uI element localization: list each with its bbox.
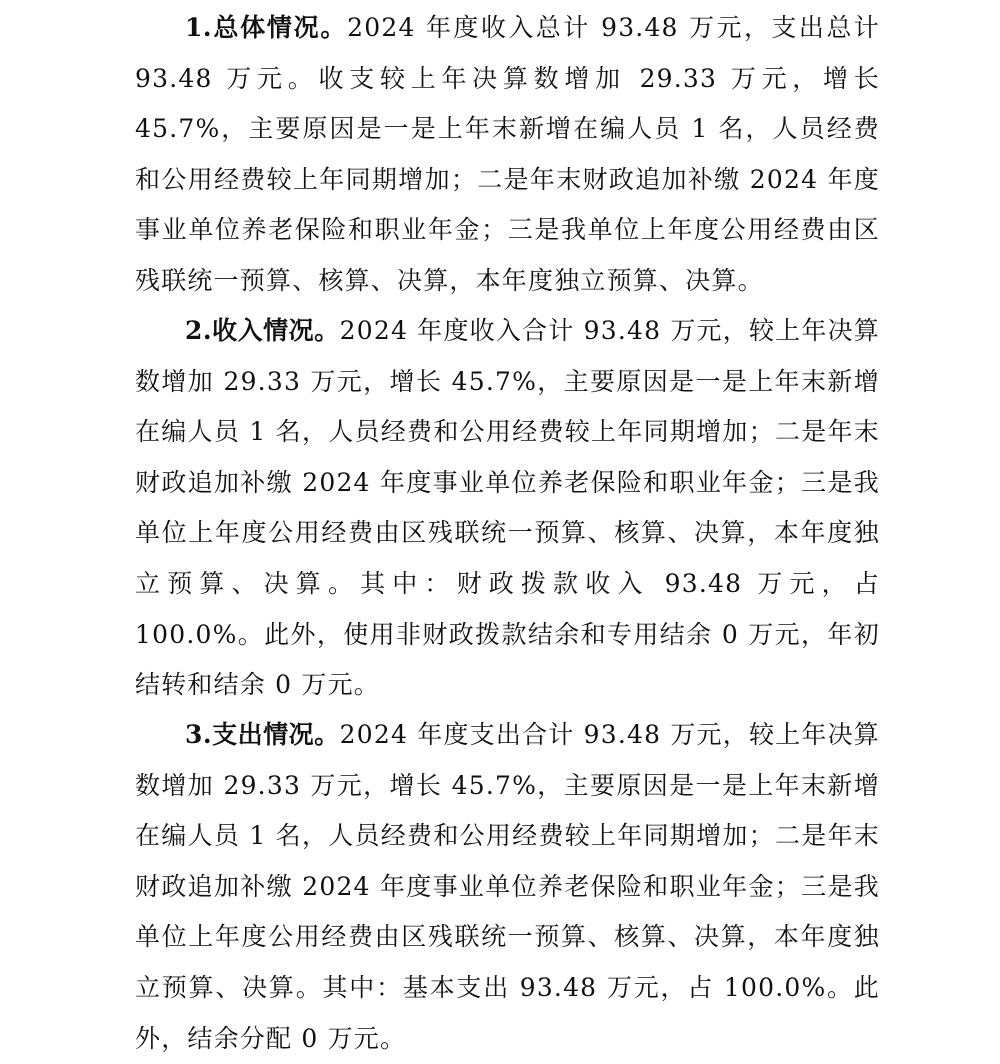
paragraph-overall (135, 3, 880, 307)
heading-income: 2.收入情况。 (185, 316, 340, 345)
paragraph-expenditure (135, 710, 880, 1064)
paragraph-income-text: 2024 年度收入合计 93.48 万元，较上年决算数增加 29.33 万元，增长 45.7%，主要原因是一是上年末新增在编人员 1 名，人员经费和公用经费较上年同期增加；二是年末财政追加补缴 2024 年度事业单位养老保险和职业年金；三是我单位上年度公用经费由区残联统一预算、核算、决算，本年度独立预算、决算。其中：财政拨款收入 93.48 万元，占 100.0%。此外，使用非财政拨款结余和专用结余 0 万元，年初结转和结余 0 万元。 (135, 316, 881, 700)
paragraph-expenditure-text: 2024 年度支出合计 93.48 万元，较上年决算数增加 29.33 万元，增长 45.7%，主要原因是一是上年末新增在编人员 1 名，人员经费和公用经费较上年同期增加；二是年末财政追加补缴 2024 年度事业单位养老保险和职业年金；三是我单位上年度公用经费由区残联统一预算、核算、决算，本年度独立预算、决算。其中：基本支出 93.48 万元，占 100.0%。此外，结余分配 0 万元。 (135, 720, 881, 1053)
heading-overall: 1.总体情况。 (185, 13, 348, 42)
paragraph-income (135, 306, 880, 711)
heading-expenditure: 3.支出情况。 (185, 720, 340, 749)
paragraph-overall-text: 2024 年度收入总计 93.48 万元，支出总计 93.48 万元。收支较上年决算数增加 29.33 万元，增长 45.7%，主要原因是一是上年末新增在编人员 1 名，人员经费和公用经费较上年同期增加；二是年末财政追加补缴 2024 年度事业单位养老保险和职业年金；三是我单位上年度公用经费由区残联统一预算、核算、决算，本年度独立预算、决算。 (135, 13, 881, 295)
